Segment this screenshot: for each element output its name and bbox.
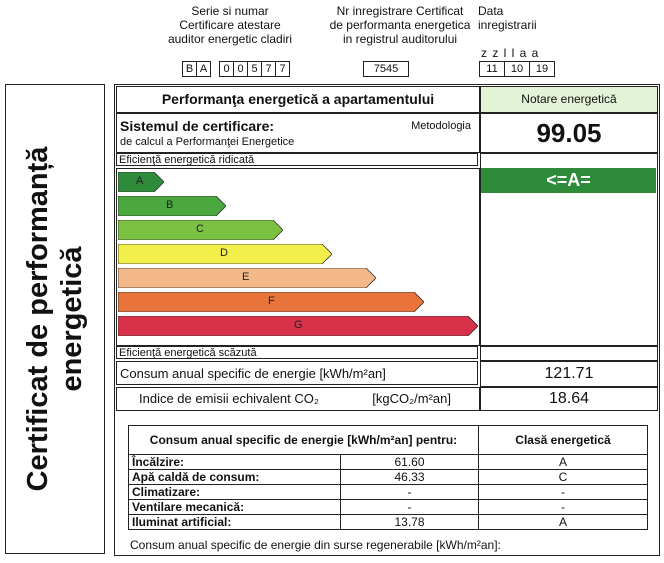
consum-value: 121.71 <box>480 361 658 387</box>
side-title: Certificat de performanță energetică <box>22 146 88 492</box>
energy-class-arrow-b <box>118 196 226 216</box>
sistem-label: Sistemul de certificare: <box>120 118 275 134</box>
serie-header: Serie si numar Certificare atestare auditor energetic cladiri <box>167 4 293 46</box>
energy-class-label: E <box>242 271 250 283</box>
table-row <box>129 470 648 485</box>
breakdown-col1-header: Consum anual specific de energie [kWh/m²an] pentru: <box>129 426 479 455</box>
table-row <box>129 500 648 515</box>
row-value: - <box>341 485 479 500</box>
table-row <box>129 515 648 530</box>
emisii-box <box>116 387 480 411</box>
serie-digit: 7 <box>276 61 290 77</box>
row-class: - <box>479 485 648 500</box>
serie-digit: 7 <box>262 61 276 77</box>
date-hint: z z l l a a <box>481 46 540 60</box>
score-value: 99.05 <box>480 113 658 153</box>
energy-class-label: B <box>166 199 174 211</box>
energy-class-arrow-e <box>118 268 376 288</box>
energy-class-label: D <box>220 247 228 259</box>
row-name: Iluminat artificial: <box>129 515 341 530</box>
sistem-sub: de calcul a Performanţei Energetice <box>120 136 295 148</box>
row-value: 46.33 <box>341 470 479 485</box>
energy-class-label: A <box>136 175 144 187</box>
row-value: 13.78 <box>341 515 479 530</box>
table-row <box>129 455 648 470</box>
serie-letters <box>182 61 211 77</box>
row-class: A <box>479 455 648 470</box>
date-month: 10 <box>505 61 530 77</box>
class-result: <=A= <box>481 168 656 193</box>
energy-class-arrow-d <box>118 244 332 264</box>
breakdown-table <box>128 425 648 530</box>
row-class: C <box>479 470 648 485</box>
row-name: Încălzire: <box>129 455 341 470</box>
serie-digit: 0 <box>234 61 248 77</box>
metodologia: Metodologia <box>411 120 471 132</box>
row-name: Climatizare: <box>129 485 341 500</box>
serie-letter: B <box>182 61 197 77</box>
eficienta-scazuta: Eficienţă energetică scăzută <box>116 346 478 359</box>
serie-letter: A <box>197 61 211 77</box>
row-class: - <box>479 500 648 515</box>
row-value: - <box>341 500 479 515</box>
data-header: Data inregistrarii <box>478 4 537 32</box>
sistem-box <box>116 113 480 153</box>
consum-label: Consum anual specific de energie [kWh/m²an] <box>116 361 478 385</box>
blank-cell <box>480 346 658 361</box>
row-name: Apă caldă de consum: <box>129 470 341 485</box>
regenerabile-label: Consum anual specific de energie din surse regenerabile [kWh/m²an]: <box>130 538 501 552</box>
row-class: A <box>479 515 648 530</box>
table-row <box>129 485 648 500</box>
serie-digit: 0 <box>219 61 234 77</box>
serie-digit: 5 <box>248 61 262 77</box>
date-day: 11 <box>479 61 505 77</box>
energy-class-label: C <box>196 223 204 235</box>
energy-class-arrow-f <box>118 292 424 312</box>
date-year: 19 <box>530 61 555 77</box>
breakdown-col2-header: Clasă energetică <box>479 426 648 455</box>
serie-digits <box>219 61 290 77</box>
row-name: Ventilare mecanică: <box>129 500 341 515</box>
eficienta-ridicata: Eficienţă energetică ridicată <box>116 153 478 166</box>
side-title-box <box>5 84 105 554</box>
nr-value: 7545 <box>363 61 409 77</box>
emisii-unit: [kgCO₂/m²an] <box>372 391 451 406</box>
energy-class-arrow-g <box>118 316 478 336</box>
energy-class-label: F <box>268 295 275 307</box>
main-title: Performanţa energetică a apartamentului <box>116 86 480 113</box>
emisii-label: Indice de emisii echivalent CO₂ <box>139 391 319 406</box>
energy-class-label: G <box>294 319 303 331</box>
breakdown-header-row <box>129 426 648 455</box>
row-value: 61.60 <box>341 455 479 470</box>
nr-header: Nr inregistrare Certificat de performanta energetica in registrul auditorului <box>329 4 471 46</box>
date-boxes <box>479 61 555 77</box>
energy-class-arrow-a <box>118 172 164 192</box>
emisii-value: 18.64 <box>480 387 658 411</box>
notare-label: Notare energetică <box>480 86 658 113</box>
serie-boxes <box>182 61 290 77</box>
energy-class-arrow-c <box>118 220 283 240</box>
